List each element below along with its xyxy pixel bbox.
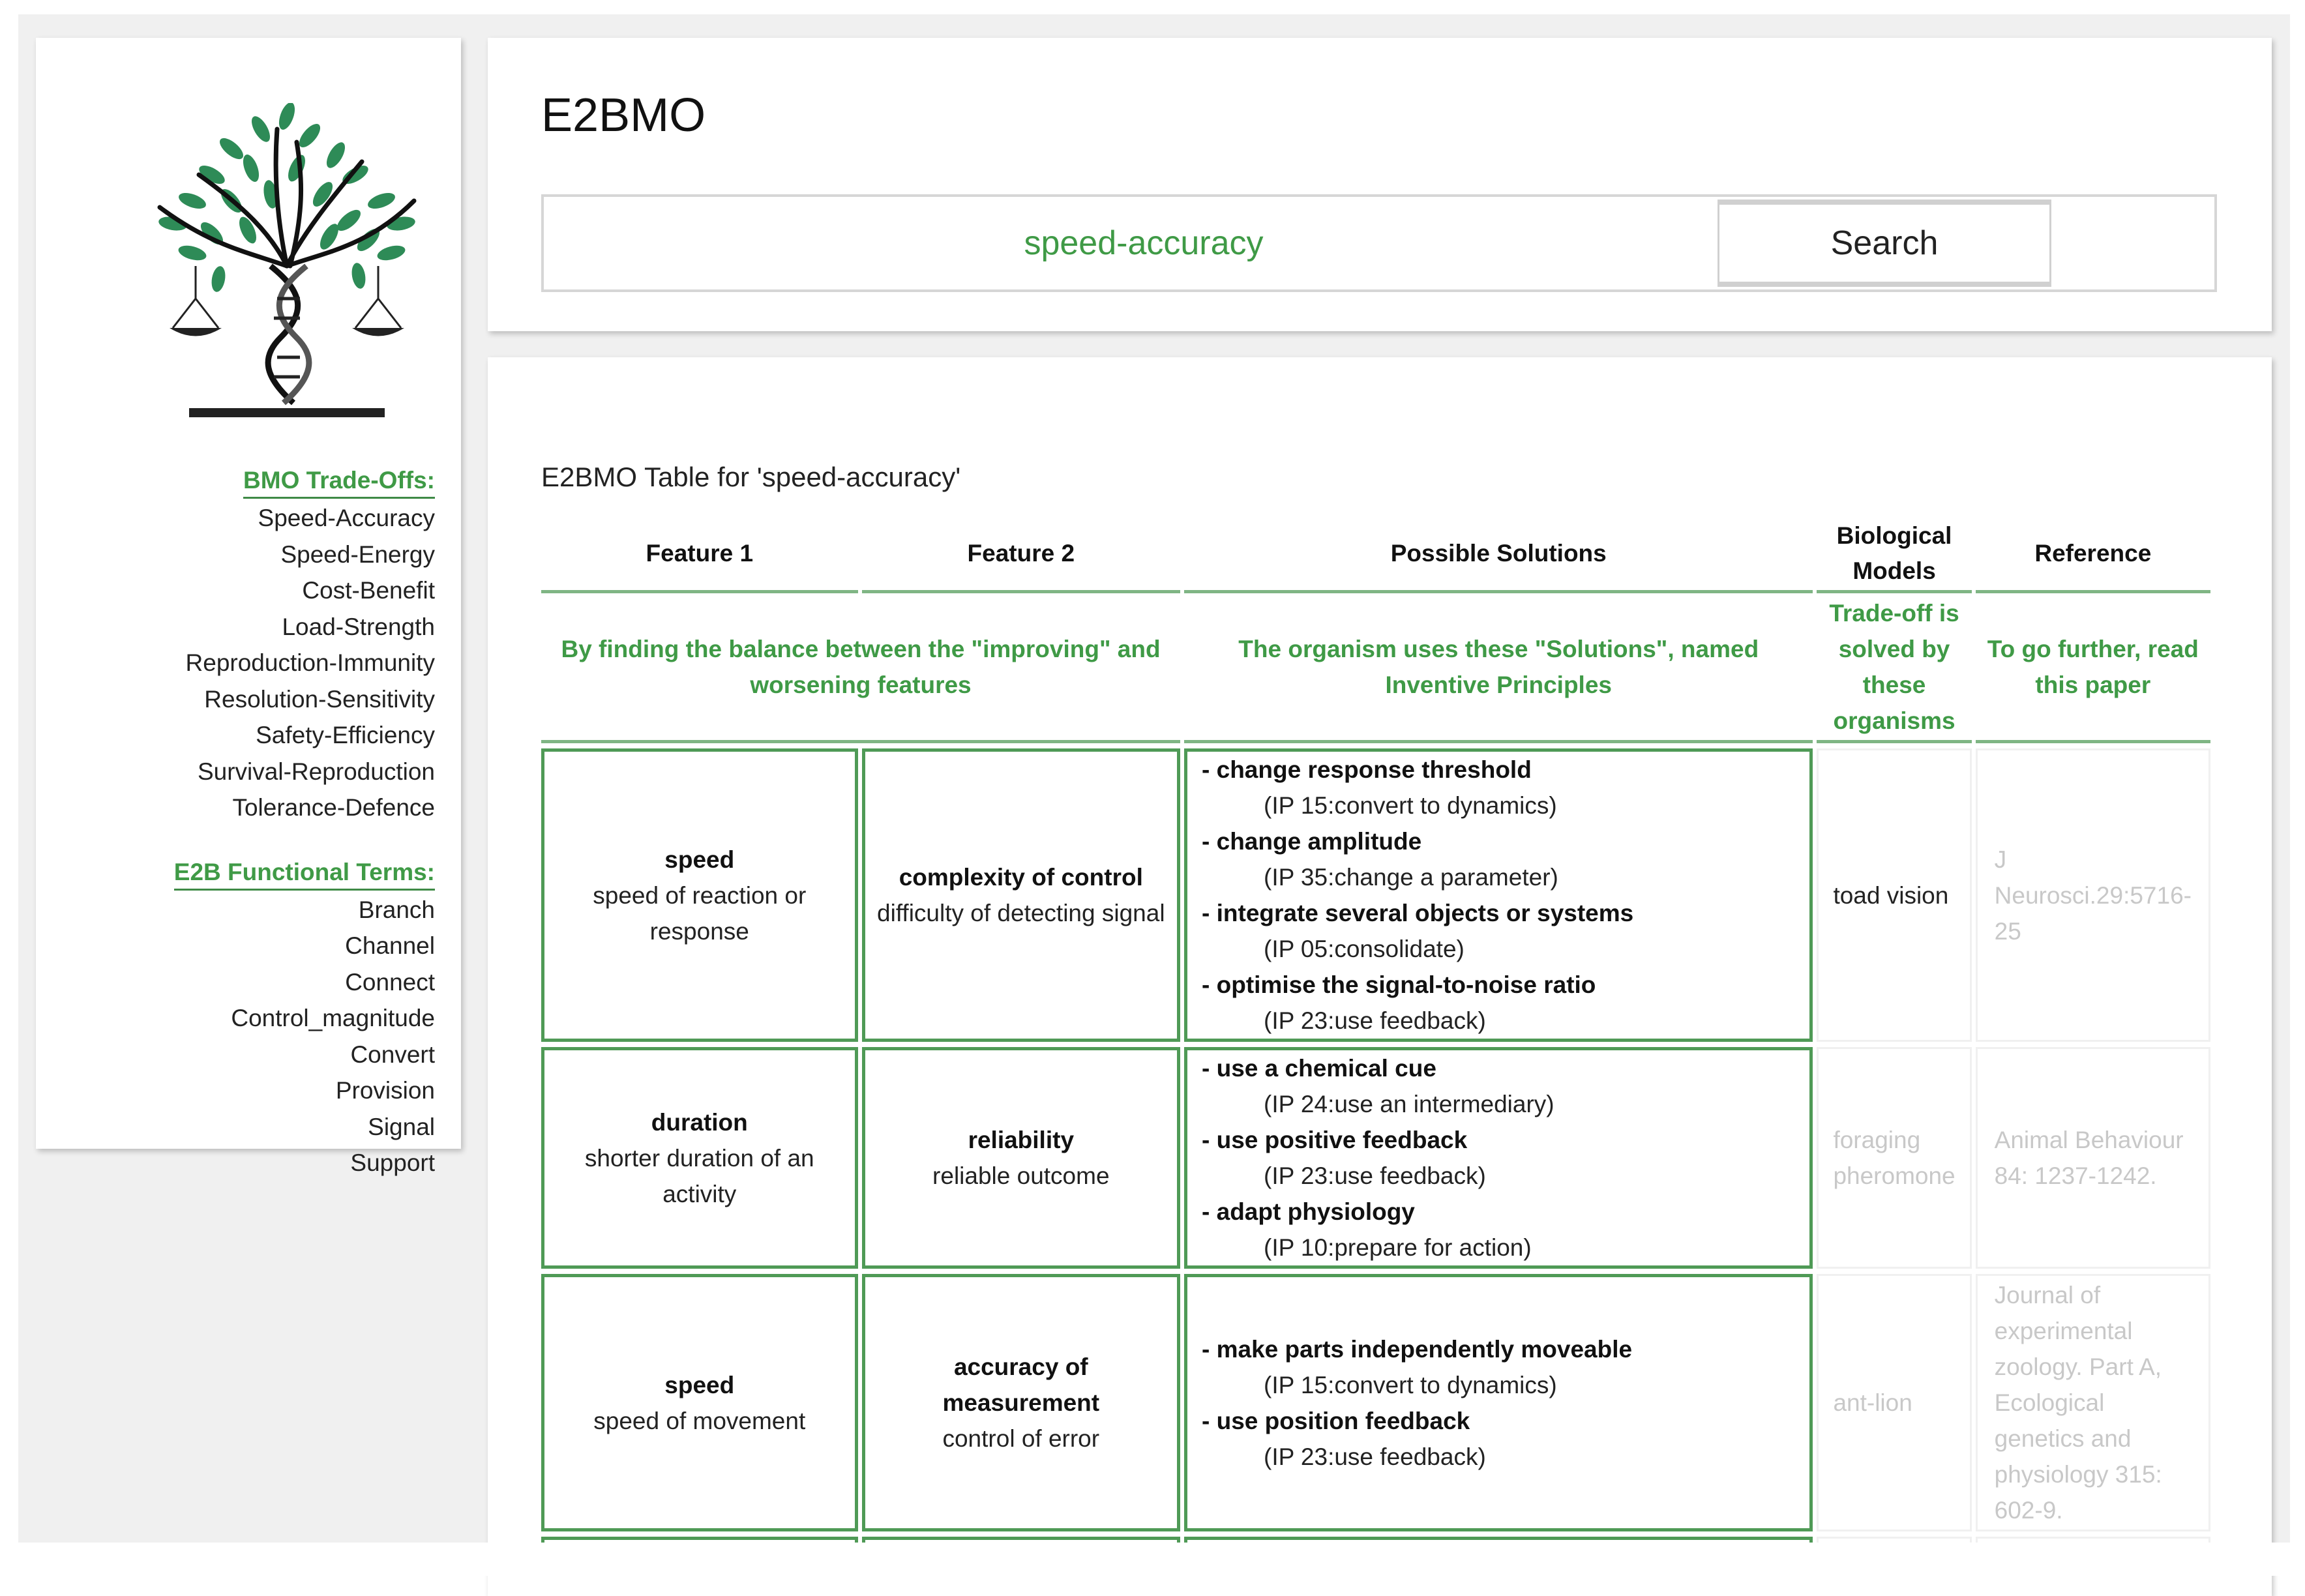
column-header-biological-models: Biological Models <box>1817 517 1971 593</box>
feature-description: speed of movement <box>593 1407 806 1434</box>
feature-description: speed of reaction or response <box>593 881 807 945</box>
table-row <box>541 1274 2210 1531</box>
search-button[interactable]: Search <box>1718 200 2051 287</box>
inventive-principle: (IP 05:consolidate) <box>1264 936 1465 962</box>
table-header-row <box>541 517 2210 593</box>
sidebar-item-channel[interactable]: Channel <box>345 932 435 959</box>
biological-model: foraging pheromone <box>1833 1127 1956 1189</box>
solution-name: - make parts independently moveable <box>1202 1335 1633 1363</box>
sidebar-item-control-magnitude[interactable]: Control_magnitude <box>231 1005 435 1031</box>
feature-description: shorter duration of an activity <box>584 1144 814 1207</box>
search-input[interactable] <box>544 197 1731 289</box>
sidebar-item-provision[interactable]: Provision <box>335 1077 435 1104</box>
feature-description: control of error <box>942 1425 1100 1452</box>
solution-item <box>1202 1050 1554 1122</box>
table-title: E2BMO Table for 'speed-accuracy' <box>541 462 961 492</box>
feature-2-cell <box>862 748 1180 1042</box>
feature-2-cell <box>862 1047 1180 1269</box>
feature-name: duration <box>651 1108 748 1136</box>
sidebar-item-tolerance-defence[interactable]: Tolerance-Defence <box>232 794 435 821</box>
feature-name: speed <box>664 846 735 873</box>
inventive-principle: (IP 23:use feedback) <box>1264 1007 1486 1034</box>
solution-name: - adapt physiology <box>1202 1198 1415 1225</box>
sidebar-item-connect[interactable]: Connect <box>345 968 435 996</box>
inventive-principle: (IP 35:change a parameter) <box>1264 864 1558 891</box>
solution-item <box>1202 1122 1486 1194</box>
inventive-principle: (IP 24:use an intermediary) <box>1264 1091 1554 1117</box>
results-card <box>488 357 2272 1596</box>
description-biological: Trade-off is solved by these organisms <box>1817 593 1971 743</box>
tree-dna-scales-logo-icon <box>134 103 440 429</box>
sidebar-item-speed-accuracy[interactable]: Speed-Accuracy <box>258 505 435 531</box>
feature-2-cell <box>862 1274 1180 1531</box>
feature-description: reliable outcome <box>932 1162 1110 1189</box>
reference-cell <box>1976 748 2210 1042</box>
description-features: By finding the balance between the "improving" and worsening features <box>541 593 1180 743</box>
solution-name: - use position feedback <box>1202 1407 1470 1434</box>
header-card <box>488 38 2272 331</box>
inventive-principle: (IP 10:prepare for action) <box>1264 1234 1532 1261</box>
nav-heading-functional-terms: E2B Functional Terms: <box>174 859 435 891</box>
solution-name: - change response threshold <box>1202 756 1532 783</box>
biological-model-cell <box>1817 1047 1971 1269</box>
sidebar-item-support[interactable]: Support <box>350 1149 435 1176</box>
description-solutions: The organism uses these "Solutions", named Inventive Principles <box>1184 593 1813 743</box>
feature-name: reliability <box>968 1127 1075 1153</box>
solution-item <box>1202 823 1558 895</box>
feature-name: speed <box>664 1371 735 1398</box>
inventive-principle: (IP 23:use feedback) <box>1264 1443 1486 1470</box>
solution-name: - optimise the signal-to-noise ratio <box>1202 971 1596 998</box>
solution-item <box>1202 1403 1486 1475</box>
solution-item <box>1202 967 1596 1039</box>
sidebar-item-safety-efficiency[interactable]: Safety-Efficiency <box>256 722 435 748</box>
solution-item <box>1202 752 1557 823</box>
sidebar-item-load-strength[interactable]: Load-Strength <box>282 613 435 640</box>
reference-cell <box>1976 1047 2210 1269</box>
table-row <box>541 1047 2210 1269</box>
sidebar-item-survival-reproduction[interactable]: Survival-Reproduction <box>197 758 435 785</box>
feature-1-cell <box>541 1274 858 1531</box>
nav-heading-tradeoffs: BMO Trade-Offs: <box>243 467 435 499</box>
biological-model: ant-lion <box>1833 1389 1912 1416</box>
reference-link[interactable]: Journal of experimental zoology. Part A, Ecological genetics and physiology 315: 602-9. <box>1994 1282 2162 1524</box>
reference-link[interactable]: Animal Behaviour 84: 1237-1242. <box>1994 1127 2184 1189</box>
biological-model-cell <box>1817 748 1971 1042</box>
column-header-feature-2: Feature 2 <box>862 517 1180 593</box>
sidebar-item-signal[interactable]: Signal <box>368 1113 435 1140</box>
feature-name: accuracy of measurement <box>942 1353 1100 1416</box>
table-description-row <box>541 593 2210 743</box>
table-row <box>541 748 2210 1042</box>
solutions-cell <box>1184 748 1813 1042</box>
sidebar-item-convert[interactable]: Convert <box>350 1041 435 1068</box>
solution-item <box>1202 1331 1632 1403</box>
sidebar-item-reproduction-immunity[interactable]: Reproduction-Immunity <box>185 649 435 676</box>
inventive-principle: (IP 15:convert to dynamics) <box>1264 792 1557 819</box>
biological-model-cell <box>1817 1274 1971 1531</box>
bottom-cutoff <box>0 1543 2305 1576</box>
sidebar <box>36 38 461 1176</box>
inventive-principle: (IP 15:convert to dynamics) <box>1264 1371 1557 1398</box>
solutions-cell <box>1184 1274 1813 1531</box>
solution-name: - use a chemical cue <box>1202 1055 1436 1082</box>
solution-item <box>1202 1194 1532 1265</box>
search-bar <box>541 194 2217 292</box>
results-table <box>537 517 2214 1576</box>
solution-name: - change amplitude <box>1202 828 1422 855</box>
feature-name: complexity of control <box>899 864 1143 891</box>
feature-1-cell <box>541 748 858 1042</box>
sidebar-item-branch[interactable]: Branch <box>358 896 435 923</box>
feature-description: difficulty of detecting signal <box>877 900 1165 926</box>
column-header-solutions: Possible Solutions <box>1184 517 1813 593</box>
page-title: E2BMO <box>541 89 706 141</box>
solutions-cell <box>1184 1047 1813 1269</box>
sidebar-nav <box>174 467 435 1181</box>
feature-1-cell <box>541 1047 858 1269</box>
column-header-reference: Reference <box>1976 517 2210 593</box>
sidebar-item-speed-energy[interactable]: Speed-Energy <box>280 540 435 568</box>
solution-name: - integrate several objects or systems <box>1202 900 1634 926</box>
solution-name: - use positive feedback <box>1202 1127 1468 1153</box>
description-reference: To go further, read this paper <box>1976 593 2210 743</box>
biological-model: toad vision <box>1833 881 1949 909</box>
column-header-feature-1: Feature 1 <box>541 517 858 593</box>
solution-item <box>1202 895 1633 967</box>
nav-group-tradeoffs <box>174 467 435 826</box>
nav-group-functional-terms <box>174 859 435 1181</box>
sidebar-item-resolution-sensitivity[interactable]: Resolution-Sensitivity <box>204 685 435 713</box>
reference-cell <box>1976 1274 2210 1531</box>
reference-link[interactable]: J Neurosci.29:5716-25 <box>1994 846 2192 945</box>
sidebar-item-cost-benefit[interactable]: Cost-Benefit <box>302 577 435 604</box>
inventive-principle: (IP 23:use feedback) <box>1264 1162 1486 1189</box>
